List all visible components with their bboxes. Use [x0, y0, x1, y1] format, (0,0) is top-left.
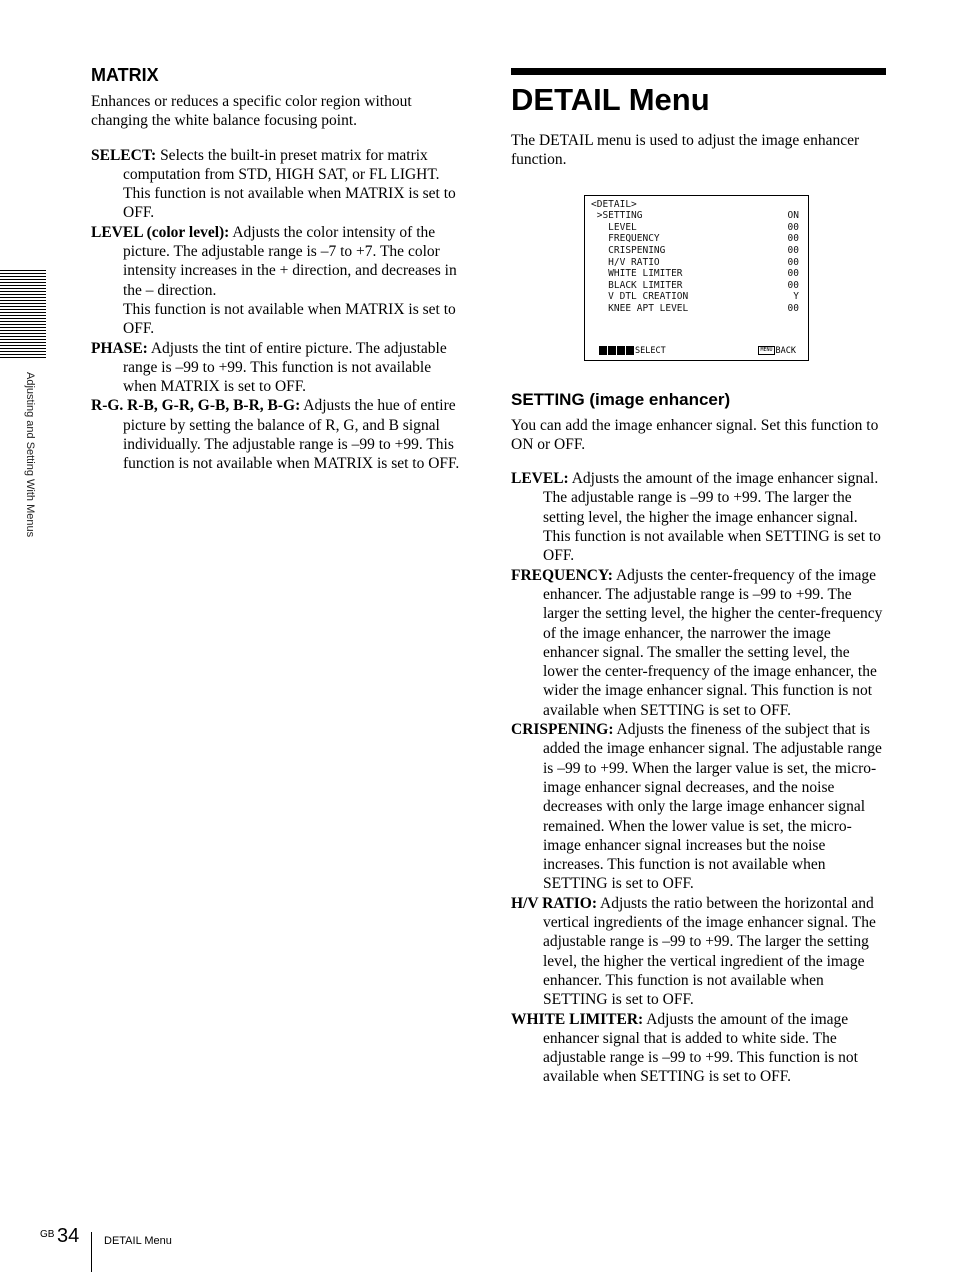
matrix-item-select	[91, 146, 463, 223]
setting-item-crispening	[511, 720, 886, 894]
section-tab-marker	[0, 270, 46, 358]
title-rule	[511, 68, 886, 75]
menu-row-value: 00	[787, 233, 799, 245]
footer-region-code: GB	[40, 1229, 55, 1240]
setting-intro: You can add the image enhancer signal. Set this function to ON or OFF.	[511, 416, 879, 453]
arrow-key-icon	[608, 346, 616, 355]
term-label: WHITE LIMITER:	[511, 1010, 644, 1028]
menu-row-label: FREQUENCY	[591, 233, 660, 245]
menu-row-label: KNEE APT LEVEL	[591, 302, 689, 314]
menu-key-icon: MENU	[760, 347, 773, 354]
menu-row-label: LEVEL	[591, 221, 637, 233]
menu-row-value: 00	[787, 256, 799, 268]
term-text: Adjusts the hue of entire picture by setting the balance of R, G, and B signal individually. The adjustable range is –99 to +99. This function is not available when MATRIX is set to OFF.	[123, 397, 460, 473]
arrow-key-icon	[599, 346, 607, 355]
menu-row-value: 00	[787, 244, 799, 256]
page-title: DETAIL Menu	[511, 82, 710, 117]
term-text: Adjusts the ratio between the horizontal and vertical ingredients of the image enhancer signal. The adjustable range is –99 to +99. The larger the setting level, the higher the vertical ingredient of the image enhancer. This function is not available when SETTING is set to OFF.	[543, 894, 876, 1009]
term-text: Selects the built-in preset matrix for matrix computation from STD, HIGH SAT, or FL LIGHT. This function is not available when MATRIX is set to OFF.	[123, 146, 456, 222]
menu-row-label: >SETTING	[591, 210, 643, 222]
menu-footer-back	[758, 346, 796, 356]
menu-row-label: CRISPENING	[591, 244, 666, 256]
menu-row-value: 00	[787, 221, 799, 233]
menu-row-value: Y	[793, 291, 799, 303]
term-text: Adjusts the fineness of the subject that is added the image enhancer signal. The adjustable range is –99 to +99. When the larger value is set, the micro-image enhancer signal decreases, and the noise decreases with only the large image enhancer signal remained. When the lower value is set, the micro-image enhancer signal increases but the noise increases. This function is not available when SETTING is set to OFF.	[543, 721, 882, 893]
menu-row	[591, 257, 799, 269]
menu-row	[591, 222, 799, 234]
menu-row	[591, 245, 799, 257]
right-column	[511, 68, 886, 1087]
footer-divider	[91, 1232, 92, 1272]
menu-footer-select-label: SELECT	[635, 345, 666, 356]
term-label: PHASE:	[91, 339, 148, 357]
detail-intro: The DETAIL menu is used to adjust the image enhancer function.	[511, 132, 860, 169]
setting-item-frequency	[511, 566, 886, 720]
term-label: CRISPENING:	[511, 721, 614, 739]
setting-item-level	[511, 469, 886, 565]
section-side-label: Adjusting and Setting With Menus	[24, 372, 36, 538]
setting-item-hv-ratio	[511, 894, 886, 1010]
term-text: Adjusts the color intensity of the picture. The adjustable range is –7 to +7. The color intensity increases in the + direction, and decreases in the – direction.	[123, 223, 457, 299]
menu-row	[591, 303, 799, 315]
detail-menu-screen	[584, 195, 809, 361]
matrix-item-rgb-balance	[91, 396, 463, 473]
menu-row-label: WHITE LIMITER	[591, 268, 683, 280]
menu-footer-select	[599, 346, 666, 356]
term-label: LEVEL:	[511, 470, 569, 488]
menu-row	[591, 233, 799, 245]
matrix-item-phase	[91, 339, 463, 397]
term-text: Adjusts the amount of the image enhancer signal. The adjustable range is –99 to +99. The larger the setting level, the higher the image enhancer signal. This function is not available when SETTING is set to OFF.	[543, 470, 881, 565]
menu-row-value: ON	[787, 210, 799, 222]
term-label: H/V RATIO:	[511, 894, 597, 912]
arrow-key-icon	[626, 346, 634, 355]
term-text: Adjusts the center-frequency of the image enhancer. The adjustable range is –99 to +99. The larger the setting level, the higher the center-frequency of the image enhancer, the narrower the image enhancer signal. The smaller the setting level, the lower the center-frequency of the image enhancer, the wider the image enhancer signal. This function is not available when SETTING is set to OFF.	[543, 566, 883, 719]
menu-header: <DETAIL>	[591, 198, 637, 210]
menu-row-label: V DTL CREATION	[591, 291, 689, 303]
setting-heading: SETTING (image enhancer)	[511, 389, 731, 409]
arrow-key-icon	[617, 346, 625, 355]
menu-row-value: 00	[787, 268, 799, 280]
matrix-intro: Enhances or reduces a specific color region without changing the white balance focusing point.	[91, 93, 412, 130]
menu-row	[591, 210, 799, 222]
term-text: Adjusts the amount of the image enhancer signal that is added to white side. The adjustable range is –99 to +99. This function is not available when SETTING is set to OFF.	[543, 1010, 858, 1086]
left-column	[91, 64, 463, 474]
menu-row-label: H/V RATIO	[591, 256, 660, 268]
term-label: SELECT:	[91, 146, 157, 164]
menu-footer-back-label: BACK	[775, 345, 796, 356]
menu-row	[591, 280, 799, 292]
menu-row-label: BLACK LIMITER	[591, 279, 683, 291]
term-extra: This function is not available when MATRIX is set to OFF.	[123, 300, 456, 338]
term-label: LEVEL (color level):	[91, 223, 230, 241]
term-label: R-G. R-B, G-R, G-B, B-R, B-G:	[91, 397, 301, 415]
menu-row-value: 00	[787, 279, 799, 291]
term-text: Adjusts the tint of entire picture. The adjustable range is –99 to +99. This function is not available when MATRIX is set to OFF.	[123, 339, 447, 396]
setting-item-white-limiter	[511, 1010, 886, 1087]
term-label: FREQUENCY:	[511, 566, 613, 584]
matrix-heading: MATRIX	[91, 65, 159, 85]
footer-section-title: DETAIL Menu	[104, 1235, 172, 1247]
menu-row	[591, 268, 799, 280]
matrix-item-level	[91, 223, 463, 339]
menu-row	[591, 291, 799, 303]
menu-row-value: 00	[787, 302, 799, 314]
page-number: 34	[57, 1225, 80, 1247]
